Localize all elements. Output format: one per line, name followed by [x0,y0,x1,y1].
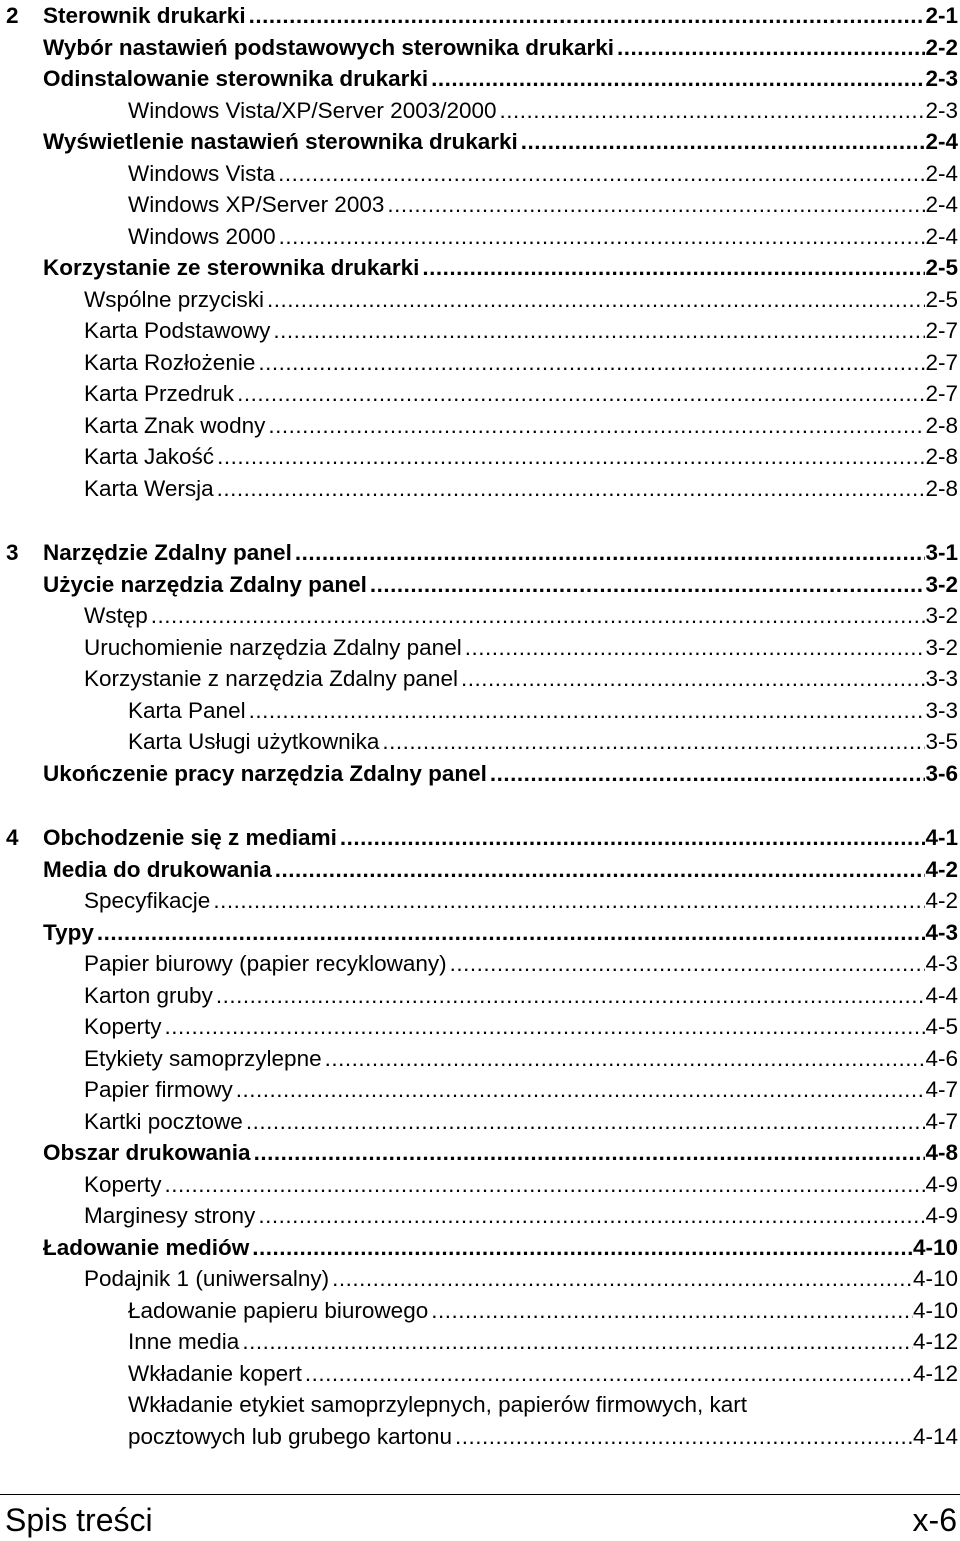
toc-leader-line [128,695,958,727]
toc-page-number: 3-6 [925,760,958,786]
toc-page-number: 4-10 [912,1297,958,1323]
dot-leader [270,315,925,347]
toc-page-number: 4-4 [925,982,958,1008]
toc-entry-title: Ładowanie mediów [43,1234,250,1260]
toc-leader-line [43,1137,958,1169]
dot-leader [246,695,926,727]
dot-leader [419,252,925,284]
toc-entry-title: Papier firmowy [84,1077,233,1102]
dot-leader [292,537,926,569]
toc-chapter [0,0,960,504]
dot-leader [162,1169,926,1201]
toc-entry[interactable] [0,726,960,758]
toc-entry-title: Karta Panel [128,697,246,723]
toc-entry-title: Wspólne przyciski [84,286,265,312]
toc-leader-line [43,854,958,886]
dot-leader [497,95,926,127]
toc-entry[interactable] [0,695,960,727]
toc-leader-line [84,347,958,379]
toc-entry-title: Karta Usługi użytkownika [128,729,380,754]
toc-page-number: 3-2 [925,571,958,597]
toc-entry[interactable] [0,663,960,695]
toc-leader-line [128,189,958,221]
toc-entry[interactable] [0,189,960,221]
chapter-number: 3 [6,540,19,565]
toc-entry-title: Wkładanie kopert [128,1360,302,1386]
toc-page-number: 4-9 [925,1203,958,1228]
toc-leader-line [84,284,958,316]
toc-page-number: 4-7 [925,1077,958,1102]
dot-leader [214,473,926,505]
footer-title: Spis treści [5,1502,153,1538]
toc-chapter [0,822,960,1452]
toc-page-number: 2-7 [925,349,958,375]
toc-entry-title: Narzędzie Zdalny panel [43,540,292,565]
toc-leader-line [84,473,958,505]
toc-entry-title: Kartki pocztowe [84,1108,243,1134]
toc-leader-line [43,126,958,158]
toc-entry-title: Karta Jakość [84,444,215,469]
toc-leader-line [128,1421,958,1453]
dot-leader [210,885,925,917]
toc-entry[interactable] [0,1043,960,1075]
dot-leader [614,32,925,64]
toc-page-number: 2-7 [925,381,958,406]
toc-entry[interactable] [0,1326,960,1358]
toc-leader-line [84,1263,958,1295]
toc-page-number: 4-9 [925,1171,958,1197]
toc-entry-title: Media do drukowania [43,856,272,882]
toc-entry[interactable] [0,1389,960,1421]
toc-entry-title: Wybór nastawień podstawowych sterownika drukarki [43,34,614,60]
toc-entry[interactable] [0,441,960,473]
dot-leader [322,1043,926,1075]
dot-leader [249,1232,913,1264]
dot-leader [148,600,926,632]
toc-entry-title: Etykiety samoprzylepne [84,1045,322,1071]
toc-entry-title: Karton gruby [84,982,213,1008]
toc-entry[interactable] [0,284,960,316]
toc-entry[interactable] [0,600,960,632]
chapter-number: 2 [6,3,19,28]
toc-leader-line [84,441,958,473]
toc-page-number: 4-2 [925,888,958,913]
toc-entry[interactable] [0,632,960,664]
toc-entry[interactable] [0,473,960,505]
toc-page-number: 4-8 [925,1140,958,1165]
toc-entry[interactable] [0,569,960,601]
toc-entry-title: Specyfikacje [84,888,211,913]
dot-leader [337,822,926,854]
toc-entry-title: Windows Vista [128,160,276,186]
toc-entry-title: Ukończenie pracy narzędzia Zdalny panel [43,760,487,786]
toc-page-number: 4-10 [912,1234,958,1260]
toc-entry-title: Odinstalowanie sterownika drukarki [43,66,429,91]
toc-entry-title: Uruchomienie narzędzia Zdalny panel [84,634,462,660]
dot-leader [329,1263,913,1295]
toc-page-number: 2-4 [925,129,958,154]
toc-entry-title: Wyświetlenie nastawień sterownika drukarki [43,129,518,154]
toc-entry[interactable] [0,1232,960,1264]
toc-page-number: 3-2 [925,634,958,660]
dot-leader [162,1011,926,1043]
toc-leader-line [43,0,958,32]
toc-leader-line [84,885,958,917]
chapter-number: 4 [6,825,19,850]
toc-entry-title: Wkładanie etykiet samoprzylepnych, papierów firmowych, kart [128,1392,747,1417]
dot-leader [462,632,926,664]
toc-entry[interactable] [0,1169,960,1201]
toc-leader-line [128,1358,958,1390]
toc-entry-title: Koperty [84,1171,162,1197]
toc-page-number: 2-5 [925,286,958,312]
toc-leader-line [43,32,958,64]
toc-leader-line [84,1043,958,1075]
toc-leader-line [84,1169,958,1201]
toc-entry[interactable] [0,948,960,980]
toc-chapter [0,537,960,789]
toc-entry-title: Korzystanie z narzędzia Zdalny panel [84,666,458,691]
toc-entry[interactable] [0,1295,960,1327]
dot-leader [265,410,925,442]
toc-leader-line [84,1011,958,1043]
dot-leader [264,284,925,316]
toc-page-number: 2-8 [925,412,958,438]
toc-entry[interactable] [0,63,960,95]
toc-leader-line [128,95,958,127]
toc-page-number: 3-3 [925,697,958,723]
toc-entry[interactable] [0,758,960,790]
toc-page-number: 4-10 [912,1266,958,1291]
toc-page-number: 4-5 [925,1014,958,1039]
toc-page-number: 4-6 [925,1045,958,1071]
toc-leader-line [84,600,958,632]
footer-divider [0,1494,960,1495]
toc-entry-title: Karta Przedruk [84,381,235,406]
toc-leader-line [84,980,958,1012]
toc-entry-title: Karta Wersja [84,475,214,501]
toc-entry-title: Karta Znak wodny [84,412,266,438]
toc-entry-title: Korzystanie ze sterownika drukarki [43,255,420,280]
toc-entry-title: pocztowych lub grubego kartonu [128,1423,452,1449]
toc-entry[interactable] [0,378,960,410]
toc-leader-line [128,221,958,253]
dot-leader [243,1106,926,1138]
toc-entry[interactable] [0,537,960,569]
toc-entry[interactable] [0,822,960,854]
dot-leader [447,948,926,980]
toc-leader-line [84,1200,958,1232]
toc-entry-title: Marginesy strony [84,1203,256,1228]
toc-page-number: 2-7 [925,318,958,343]
footer-page-number: x-6 [912,1502,957,1538]
dot-leader [214,441,925,473]
toc-entry-title: Wstęp [84,603,148,628]
toc-page-number: 4-3 [925,951,958,976]
toc-entry[interactable] [0,917,960,949]
toc-entry-title: Koperty [84,1014,162,1039]
toc-entry-title: Użycie narzędzia Zdalny panel [43,571,367,597]
toc-entry[interactable] [0,315,960,347]
toc-entry-title: Sterownik drukarki [43,3,246,28]
toc-leader-line [43,822,958,854]
dot-leader [384,189,925,221]
dot-leader [246,0,926,32]
toc-leader-line [43,63,958,95]
toc-page-number: 2-5 [925,255,958,280]
toc-entry[interactable] [0,854,960,886]
toc-page-number: 3-3 [925,666,958,691]
toc-entry[interactable] [0,32,960,64]
toc-entry-title: Windows XP/Server 2003 [128,192,385,217]
dot-leader [379,726,925,758]
toc-leader-line [128,1295,958,1327]
toc-page-number: 4-14 [912,1423,958,1449]
dot-leader [428,63,925,95]
toc-entry[interactable] [0,1074,960,1106]
toc-page-number: 2-3 [925,66,958,91]
toc-entry[interactable] [0,347,960,379]
toc-page-number: 4-2 [925,856,958,882]
toc-entry[interactable] [0,1106,960,1138]
toc-page-number: 4-12 [912,1360,958,1386]
dot-leader [234,378,925,410]
toc-leader-line [84,315,958,347]
toc-leader-line [84,632,958,664]
dot-leader [239,1326,913,1358]
toc-entry-title: Typy [43,919,94,945]
dot-leader [487,758,926,790]
dot-leader [518,126,926,158]
toc-entry[interactable] [0,1263,960,1295]
toc-entry-title: Karta Podstawowy [84,318,271,343]
toc-page-number: 2-8 [925,444,958,469]
dot-leader [275,158,925,190]
toc-page-number: 4-1 [925,825,958,850]
toc-entry[interactable] [0,221,960,253]
toc-entry[interactable] [0,1358,960,1390]
toc-page-number: 2-4 [925,192,958,217]
toc-leader-line [128,1326,958,1358]
toc-page-number: 2-4 [925,223,958,249]
toc-entry[interactable] [0,1200,960,1232]
toc-leader-line [84,1106,958,1138]
toc-entry-title: Obchodzenie się z mediami [43,825,337,850]
toc-entry-title: Windows 2000 [128,223,276,249]
toc-leader-line [43,252,958,284]
toc-entry[interactable] [0,252,960,284]
toc-page-number: 2-8 [925,475,958,501]
dot-leader [458,663,926,695]
toc-page-number: 4-3 [925,919,958,945]
toc-leader-line [43,537,958,569]
toc-entry[interactable] [0,1137,960,1169]
toc-entry-title: Ładowanie papieru biurowego [128,1297,429,1323]
dot-leader [233,1074,926,1106]
toc-entry-title: Podajnik 1 (uniwersalny) [84,1266,330,1291]
toc-page-number: 2-4 [925,160,958,186]
dot-leader [94,917,926,949]
toc-page-number: 3-5 [925,729,958,754]
dot-leader [276,221,926,253]
toc-leader-line [43,569,958,601]
toc-entry[interactable] [0,0,960,32]
toc-leader-line [128,158,958,190]
dot-leader [302,1358,913,1390]
toc-page-number: 2-1 [925,3,958,28]
toc-leader-line [84,1074,958,1106]
toc-entry-title: Karta Rozłożenie [84,349,256,375]
toc-entry[interactable] [0,980,960,1012]
dot-leader [367,569,926,601]
toc-leader-line [84,378,958,410]
toc-entry[interactable] [0,410,960,442]
toc-page-number: 3-2 [925,603,958,628]
toc-entry[interactable] [0,158,960,190]
toc-page-number: 2-3 [925,97,958,123]
dot-leader [272,854,926,886]
toc-entry-title: Windows Vista/XP/Server 2003/2000 [128,97,497,123]
toc-leader-line [84,948,958,980]
dot-leader [255,347,925,379]
toc-entry[interactable] [0,1011,960,1043]
dot-leader [452,1421,913,1453]
toc-entry-continued[interactable] [0,1421,960,1453]
toc-page-number: 4-12 [912,1329,958,1354]
toc-leader-line [84,663,958,695]
toc-entry-title: Inne media [128,1329,240,1354]
toc-entry[interactable] [0,126,960,158]
dot-leader [428,1295,913,1327]
toc-page-number: 4-7 [925,1108,958,1134]
toc-page-number: 3-1 [925,540,958,565]
toc-leader-line [84,410,958,442]
dot-leader [255,1200,925,1232]
toc-page-number: 2-2 [925,34,958,60]
toc-entry-title: Obszar drukowania [43,1140,251,1165]
dot-leader [213,980,926,1012]
dot-leader [251,1137,926,1169]
toc-leader-line [43,917,958,949]
toc-leader-line [43,758,958,790]
toc-entry-title: Papier biurowy (papier recyklowany) [84,951,447,976]
toc-entry[interactable] [0,885,960,917]
toc-leader-line [128,726,958,758]
toc-leader-line [43,1232,958,1264]
toc-entry[interactable] [0,95,960,127]
